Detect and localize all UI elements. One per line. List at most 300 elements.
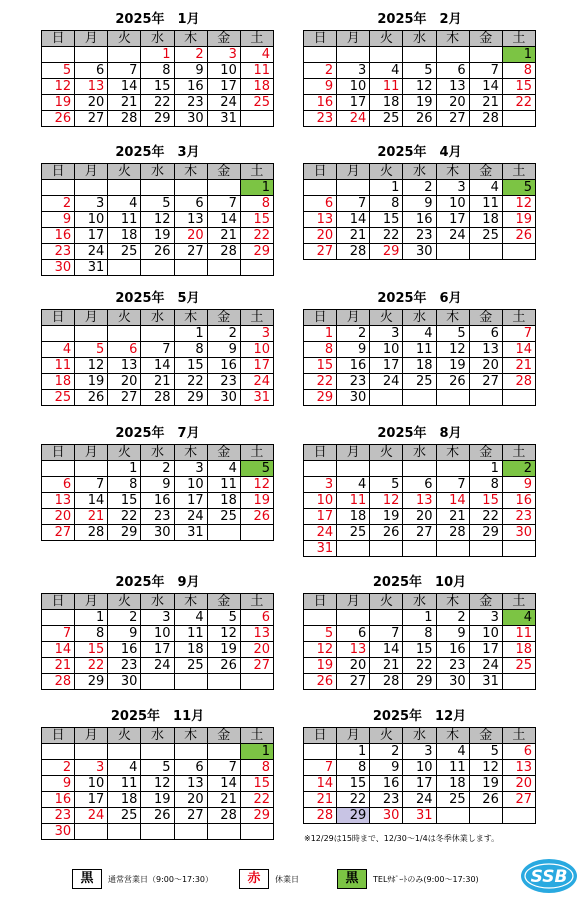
day-cell: 12 [403,79,436,95]
day-cell: 5 [502,180,535,196]
legend-holiday [239,868,299,890]
month-calendar [41,573,274,690]
day-cell: 20 [174,792,207,808]
day-cell: 8 [75,626,108,642]
day-cell: 5 [469,744,502,760]
weekday-header: 土 [502,310,535,326]
week-row [304,626,536,642]
day-cell: 23 [370,792,403,808]
day-cell: 23 [141,509,174,525]
day-cell [174,824,207,840]
day-cell: 17 [174,493,207,509]
day-cell: 14 [42,642,75,658]
day-cell: 13 [436,79,469,95]
month-calendar [41,289,274,406]
day-cell [403,47,436,63]
day-cell [469,390,502,406]
day-cell: 15 [469,493,502,509]
day-cell: 12 [240,477,273,493]
logo-text: SSB [530,867,568,887]
day-cell [108,47,141,63]
day-cell [174,260,207,276]
day-cell: 15 [240,212,273,228]
day-cell: 10 [337,79,370,95]
day-cell: 13 [304,212,337,228]
day-cell: 22 [304,374,337,390]
weekday-header: 火 [370,310,403,326]
weekday-header: 火 [370,31,403,47]
legend-tel-text: TELｻﾎﾟｰﾄのみ(9:00～17:30) [373,874,479,884]
week-row [42,744,274,760]
day-cell: 17 [75,228,108,244]
day-cell: 4 [469,180,502,196]
day-cell: 14 [207,212,240,228]
day-cell: 6 [174,196,207,212]
legend-holiday-mark: 赤 [239,869,269,889]
day-cell: 18 [502,642,535,658]
day-cell [337,461,370,477]
day-cell: 2 [108,610,141,626]
legend-normal-mark: 黒 [72,869,102,889]
day-cell: 21 [337,228,370,244]
day-cell: 28 [304,808,337,824]
day-cell [141,744,174,760]
day-cell: 14 [207,776,240,792]
day-cell [42,610,75,626]
month-grid [303,727,536,824]
day-cell: 23 [108,658,141,674]
day-cell [108,180,141,196]
day-cell: 2 [42,760,75,776]
weekday-header: 水 [403,728,436,744]
day-cell: 18 [436,776,469,792]
month-title: 2025年 8月 [377,426,462,441]
day-cell: 11 [403,342,436,358]
weekday-header: 月 [337,445,370,461]
day-cell: 15 [141,79,174,95]
day-cell: 4 [42,342,75,358]
weekday-header: 土 [502,445,535,461]
day-cell: 16 [42,228,75,244]
day-cell: 21 [42,658,75,674]
day-cell: 19 [370,509,403,525]
day-cell: 17 [207,79,240,95]
day-cell: 31 [403,808,436,824]
day-cell: 7 [42,626,75,642]
month-title: 2025年 3月 [115,145,200,160]
day-cell: 11 [42,358,75,374]
day-cell: 1 [370,180,403,196]
day-cell: 15 [75,642,108,658]
day-cell [240,824,273,840]
legend-holiday-text: 休業日 [275,874,299,884]
day-cell [502,111,535,127]
day-cell: 9 [502,477,535,493]
day-cell: 10 [174,477,207,493]
day-cell: 14 [502,342,535,358]
day-cell: 5 [207,610,240,626]
day-cell [304,180,337,196]
week-row [42,525,274,541]
day-cell: 28 [207,808,240,824]
day-cell: 15 [108,493,141,509]
day-cell: 6 [240,610,273,626]
day-cell: 13 [108,358,141,374]
day-cell: 19 [403,95,436,111]
day-cell: 25 [240,95,273,111]
day-cell [42,461,75,477]
week-row [42,477,274,493]
day-cell [403,461,436,477]
day-cell: 9 [436,626,469,642]
weekday-header: 月 [75,445,108,461]
day-cell: 22 [469,509,502,525]
day-cell: 11 [174,626,207,642]
day-cell: 27 [403,525,436,541]
month-grid [41,309,274,406]
weekday-header: 木 [174,445,207,461]
day-cell: 18 [337,509,370,525]
day-cell: 23 [42,244,75,260]
day-cell [502,541,535,557]
day-cell: 27 [469,374,502,390]
day-cell: 5 [304,626,337,642]
weekday-header: 土 [240,594,273,610]
day-cell [240,111,273,127]
day-cell [304,461,337,477]
day-cell: 17 [75,792,108,808]
day-cell: 5 [141,196,174,212]
day-cell: 27 [337,674,370,690]
day-cell: 3 [337,63,370,79]
day-cell: 23 [403,228,436,244]
day-cell: 9 [304,79,337,95]
day-cell [207,180,240,196]
day-cell [469,808,502,824]
month-grid [41,593,274,690]
weekday-header: 水 [403,594,436,610]
day-cell: 18 [108,228,141,244]
month-calendar [303,143,536,260]
week-row [304,477,536,493]
day-cell: 20 [75,95,108,111]
day-cell: 3 [304,477,337,493]
day-cell [370,610,403,626]
day-cell: 10 [75,212,108,228]
week-row [304,808,536,824]
day-cell [403,541,436,557]
day-cell: 19 [141,792,174,808]
weekday-header: 土 [240,31,273,47]
week-row [42,47,274,63]
day-cell: 3 [436,180,469,196]
week-row [304,541,536,557]
day-cell: 20 [403,509,436,525]
day-cell: 8 [304,342,337,358]
day-cell: 22 [337,792,370,808]
day-cell: 5 [75,342,108,358]
day-cell: 25 [337,525,370,541]
week-row [304,63,536,79]
weekday-header: 水 [403,310,436,326]
weekday-header: 土 [240,310,273,326]
day-cell [108,326,141,342]
week-row [42,196,274,212]
day-cell: 20 [42,509,75,525]
day-cell [174,674,207,690]
day-cell: 21 [502,358,535,374]
weekday-header: 月 [75,164,108,180]
day-cell: 17 [370,358,403,374]
day-cell: 9 [403,196,436,212]
day-cell: 23 [502,509,535,525]
day-cell: 22 [240,792,273,808]
day-cell: 25 [436,792,469,808]
week-row [304,642,536,658]
month-grid [303,163,536,260]
week-row [42,374,274,390]
day-cell: 2 [207,326,240,342]
month-calendar [303,707,536,824]
day-cell: 31 [304,541,337,557]
day-cell: 8 [469,477,502,493]
day-cell: 4 [337,477,370,493]
week-row [42,342,274,358]
day-cell: 7 [207,196,240,212]
day-cell: 20 [108,374,141,390]
day-cell: 4 [502,610,535,626]
weekday-header: 水 [141,445,174,461]
weekday-header: 木 [436,594,469,610]
day-cell: 19 [436,358,469,374]
day-cell: 3 [75,196,108,212]
day-cell: 3 [174,461,207,477]
week-row [304,374,536,390]
day-cell: 23 [337,374,370,390]
day-cell: 16 [207,358,240,374]
day-cell: 16 [304,95,337,111]
day-cell: 18 [108,792,141,808]
day-cell: 30 [436,674,469,690]
day-cell: 16 [370,776,403,792]
day-cell [240,260,273,276]
week-row [42,244,274,260]
day-cell: 26 [141,808,174,824]
day-cell: 10 [469,626,502,642]
day-cell: 7 [337,196,370,212]
week-row [304,493,536,509]
month-calendar [303,289,536,406]
day-cell: 20 [469,358,502,374]
day-cell: 28 [141,390,174,406]
month-grid [303,309,536,406]
day-cell: 28 [469,111,502,127]
day-cell: 10 [240,342,273,358]
day-cell: 15 [174,358,207,374]
day-cell: 15 [370,212,403,228]
week-row [304,509,536,525]
day-cell [42,180,75,196]
weekday-header: 日 [42,445,75,461]
day-cell: 1 [240,180,273,196]
month-grid [41,444,274,541]
day-cell: 21 [75,509,108,525]
day-cell: 22 [108,509,141,525]
weekday-header: 木 [174,31,207,47]
weekday-header: 金 [207,31,240,47]
day-cell: 31 [174,525,207,541]
day-cell: 31 [207,111,240,127]
day-cell: 28 [42,674,75,690]
day-cell: 19 [75,374,108,390]
day-cell: 27 [108,390,141,406]
day-cell: 14 [75,493,108,509]
day-cell: 4 [370,63,403,79]
day-cell: 28 [370,674,403,690]
day-cell [207,525,240,541]
day-cell: 2 [42,196,75,212]
day-cell: 20 [174,228,207,244]
weekday-header: 金 [469,31,502,47]
day-cell: 3 [240,326,273,342]
weekday-header: 水 [403,445,436,461]
day-cell: 27 [174,808,207,824]
day-cell: 12 [502,196,535,212]
day-cell: 1 [337,744,370,760]
day-cell: 30 [370,808,403,824]
day-cell: 15 [403,642,436,658]
day-cell [304,744,337,760]
day-cell: 1 [240,744,273,760]
day-cell: 21 [436,509,469,525]
day-cell: 14 [141,358,174,374]
week-row [42,760,274,776]
week-row [42,808,274,824]
week-row [304,776,536,792]
day-cell: 7 [370,626,403,642]
day-cell: 16 [403,212,436,228]
month-grid [303,444,536,557]
day-cell: 29 [469,525,502,541]
day-cell: 27 [42,525,75,541]
day-cell: 24 [207,95,240,111]
weekday-header: 月 [337,594,370,610]
day-cell: 6 [42,477,75,493]
month-title: 2025年 2月 [377,12,462,27]
day-cell: 16 [174,79,207,95]
weekday-header: 木 [436,728,469,744]
week-row [42,326,274,342]
day-cell: 16 [502,493,535,509]
day-cell: 25 [370,111,403,127]
day-cell: 22 [141,95,174,111]
week-row [42,260,274,276]
day-cell [436,541,469,557]
day-cell: 29 [174,390,207,406]
day-cell [436,808,469,824]
day-cell: 10 [370,342,403,358]
week-row [42,228,274,244]
day-cell: 8 [141,63,174,79]
day-cell: 11 [370,79,403,95]
day-cell: 29 [337,808,370,824]
week-row [42,79,274,95]
weekday-header: 木 [436,31,469,47]
day-cell: 29 [240,244,273,260]
day-cell: 25 [502,658,535,674]
day-cell: 22 [75,658,108,674]
day-cell [141,180,174,196]
holiday-note: ※12/29は15時まで、12/30～1/4は冬季休業します。 [304,834,500,843]
day-cell: 4 [403,326,436,342]
day-cell: 9 [141,477,174,493]
weekday-header: 日 [304,728,337,744]
day-cell: 27 [174,244,207,260]
weekday-header: 土 [502,31,535,47]
weekday-header: 水 [141,310,174,326]
day-cell: 9 [42,212,75,228]
day-cell [108,744,141,760]
day-cell: 2 [141,461,174,477]
day-cell: 15 [240,776,273,792]
weekday-header: 土 [240,728,273,744]
month-calendar [303,424,536,557]
day-cell: 6 [469,326,502,342]
day-cell: 16 [337,358,370,374]
day-cell: 18 [240,79,273,95]
month-calendar [303,573,536,690]
day-cell: 10 [207,63,240,79]
day-cell [141,260,174,276]
day-cell: 25 [108,244,141,260]
week-row [304,744,536,760]
weekday-header: 日 [304,594,337,610]
day-cell: 28 [75,525,108,541]
weekday-header: 月 [337,164,370,180]
day-cell: 6 [75,63,108,79]
day-cell: 25 [174,658,207,674]
day-cell: 22 [502,95,535,111]
day-cell: 2 [502,461,535,477]
day-cell: 12 [207,626,240,642]
weekday-header: 火 [108,728,141,744]
day-cell: 6 [174,760,207,776]
week-row [42,610,274,626]
day-cell: 24 [370,374,403,390]
weekday-header: 金 [207,164,240,180]
weekday-header: 火 [108,594,141,610]
day-cell: 18 [403,358,436,374]
weekday-header: 火 [370,728,403,744]
day-cell: 4 [436,744,469,760]
day-cell: 27 [304,244,337,260]
day-cell: 14 [304,776,337,792]
day-cell: 2 [174,47,207,63]
day-cell: 22 [370,228,403,244]
weekday-header: 日 [42,164,75,180]
day-cell: 4 [240,47,273,63]
month-calendar [41,143,274,276]
day-cell: 29 [75,674,108,690]
day-cell: 26 [370,525,403,541]
day-cell: 8 [370,196,403,212]
day-cell: 7 [436,477,469,493]
weekday-header: 水 [141,594,174,610]
day-cell: 13 [174,776,207,792]
day-cell [207,744,240,760]
day-cell: 12 [141,776,174,792]
day-cell: 11 [502,626,535,642]
